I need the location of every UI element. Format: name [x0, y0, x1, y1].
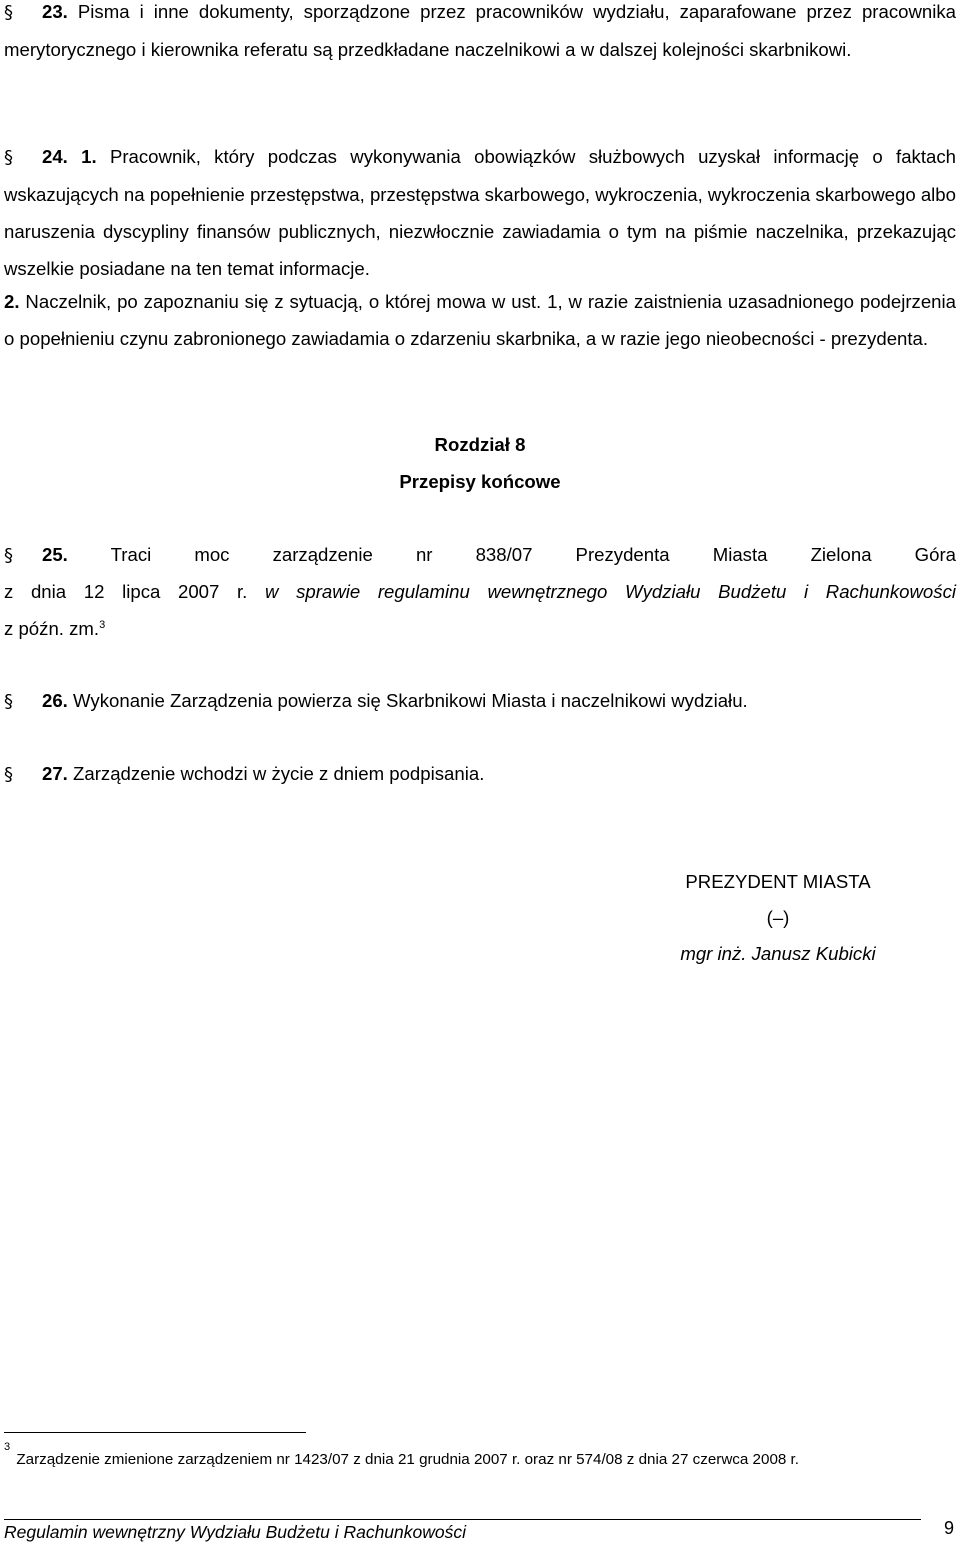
section-number: 27.: [42, 763, 68, 784]
section-number: 23.: [42, 1, 68, 22]
regulation-title: w sprawie regulaminu wewnętrznego Wydziału Budżetu i Rachunkowości: [265, 581, 956, 602]
paragraph-25-line3: [4, 610, 956, 647]
section-text: z późn. zm.: [4, 618, 100, 639]
footer-separator: [4, 1519, 921, 1520]
chapter-title: Rozdział 8: [434, 434, 526, 455]
chapter-subtitle: Przepisy końcowe: [399, 471, 561, 492]
section-text: z dnia 12 lipca 2007 r.: [4, 581, 248, 602]
paragraph-23: [4, 0, 956, 68]
section-text: Zarządzenie wchodzi w życie z dniem podpisania.: [73, 763, 485, 784]
section-number: 26.: [42, 690, 68, 711]
section-text: Traci moc zarządzenie nr 838/07 Prezydenta Miasta Zielona Góra: [110, 544, 956, 565]
subsection-number: 2.: [4, 291, 20, 312]
footer-title: Regulamin wewnętrzny Wydziału Budżetu i Rachunkowości: [4, 1522, 467, 1542]
section-number: 24.: [42, 146, 68, 167]
subsection-number: 1.: [81, 146, 97, 167]
section-sign: §: [4, 691, 13, 712]
section-sign: §: [4, 2, 13, 23]
section-sign: §: [4, 147, 13, 168]
section-sign: §: [4, 545, 13, 566]
signature-title: PREZYDENT MIASTA: [685, 871, 871, 892]
footnote-text: Zarządzenie zmienione zarządzeniem nr 1423/07 z dnia 21 grudnia 2007 r. oraz nr 574/08 z dnia 27 czerwca 2008 r.: [16, 1451, 799, 1468]
section-text: Pracownik, który podczas wykonywania obowiązków służbowych uzyskał informację o faktach wskazujących na popełnienie przestępstwa, przestępstwa skarbowego, wykroczenia, wykroczenia skarbowego albo naruszenia dyscypliny finansów publicznych, niezwłocznie zawiadamia o tym na piśmie naczelnika, przekazując wszelkie posiadane na ten temat informacje.: [4, 146, 956, 279]
paragraph-25-line1: [4, 536, 956, 574]
paragraph-24-2: [4, 283, 956, 357]
section-text: Pisma i inne dokumenty, sporządzone przez pracowników wydziału, zaparafowane przez pracownika merytorycznego i kierownika referatu są przedkładane naczelnikowi a w dalszej kolejności skarbnikowi.: [4, 1, 956, 60]
paragraph-26: [4, 682, 956, 720]
signature-mark: (–): [766, 907, 790, 928]
paragraph-24-1: [4, 138, 956, 287]
section-text: Wykonanie Zarządzenia powierza się Skarbnikowi Miasta i naczelnikowi wydziału.: [73, 690, 748, 711]
signature-name: mgr inż. Janusz Kubicki: [680, 943, 876, 964]
footnote: [4, 1440, 956, 1468]
paragraph-27: [4, 755, 956, 793]
paragraph-25-line2: [4, 573, 956, 610]
page-number: 9: [943, 1518, 954, 1538]
section-number: 25.: [42, 544, 68, 565]
footnote-reference[interactable]: 3: [99, 618, 106, 631]
footnote-separator: [4, 1432, 306, 1433]
section-sign: §: [4, 764, 13, 785]
section-text: Naczelnik, po zapoznaniu się z sytuacją, o której mowa w ust. 1, w razie zaistnienia uzasadnionego podejrzenia o popełnieniu czynu zabronionego zawiadamia o zdarzeniu skarbnika, a w razie jego nieobecności - prezydenta.: [4, 291, 956, 349]
footnote-number: 3: [4, 1440, 11, 1453]
